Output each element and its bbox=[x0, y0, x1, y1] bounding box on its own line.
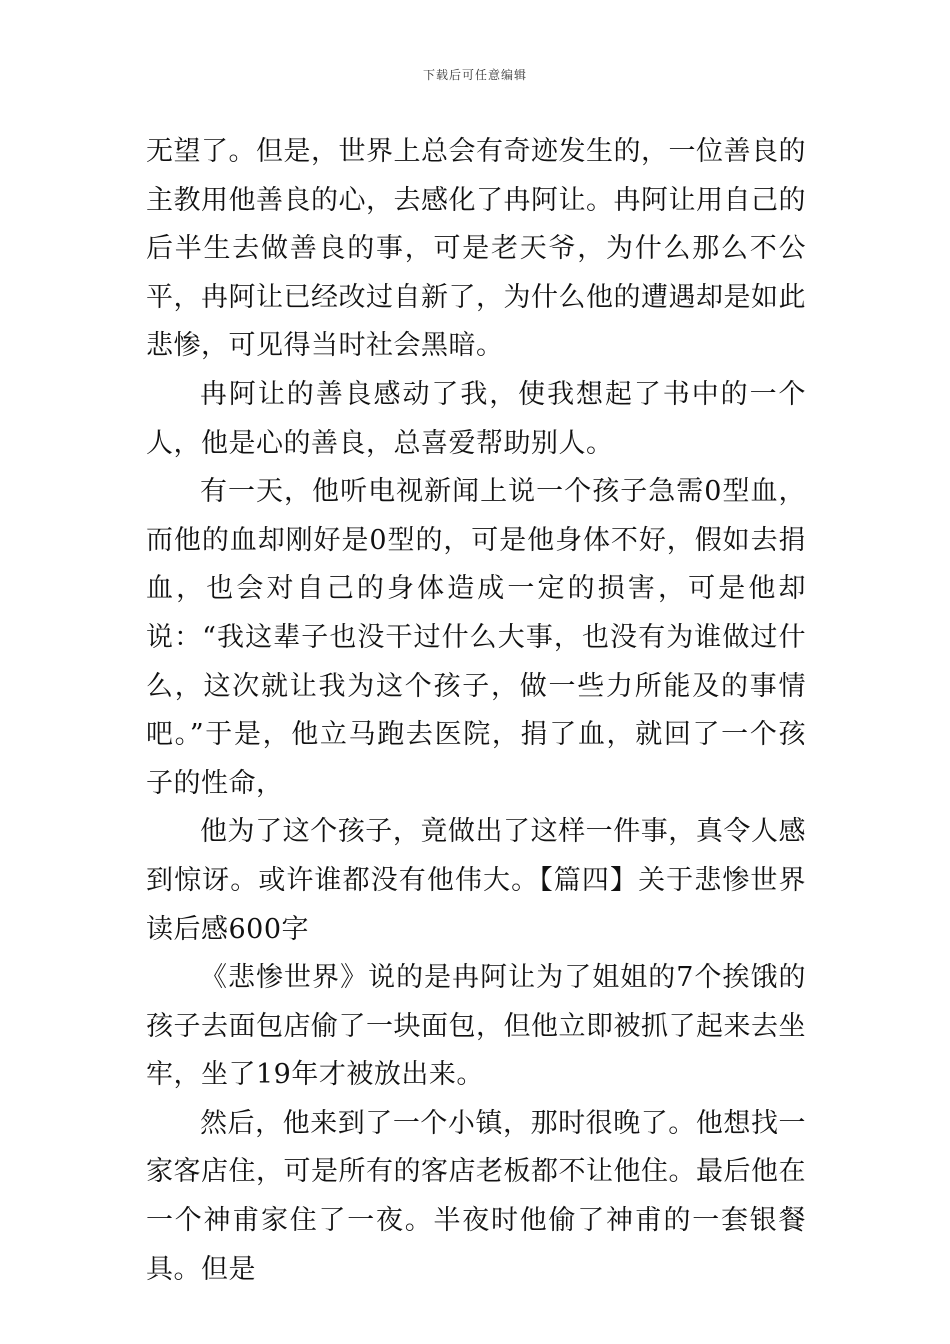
paragraph-3: 有一天，他听电视新闻上说一个孩子急需0型血，而他的血却刚好是0型的，可是他身体不好，假如去捐血，也会对自己的身体造成一定的损害，可是他却说：“我这辈子也没干过什么大事，也没有为谁做过什么，这次就让我为这个孩子，做一些力所能及的事情吧。”于是，他立马跑去医院，捐了血，就回了一个孩子的性命， bbox=[146, 476, 806, 799]
paragraph-4: 他为了这个孩子，竟做出了这样一件事，真令人感到惊讶。或许谁都没有他伟大。【篇四】关于悲惨世界读后感600字 bbox=[146, 816, 806, 945]
paragraph-2: 冉阿让的善良感动了我，使我想起了书中的一个人，他是心的善良，总喜爱帮助别人。 bbox=[146, 378, 806, 459]
paragraph-1: 无望了。但是，世界上总会有奇迹发生的，一位善良的主教用他善良的心，去感化了冉阿让。冉阿让用自己的后半生去做善良的事，可是老天爷，为什么那么不公平，冉阿让已经改过自新了，为什么他的遭遇却是如此悲惨，可见得当时社会黑暗。 bbox=[146, 136, 806, 362]
document-body bbox=[146, 128, 806, 1294]
paragraph-5: 《悲惨世界》说的是冉阿让为了姐姐的7个挨饿的孩子去面包店偷了一块面包，但他立即被抓了起来去坐牢，坐了19年才被放出来。 bbox=[146, 962, 806, 1091]
paragraph-6: 然后，他来到了一个小镇，那时很晚了。他想找一家客店住，可是所有的客店老板都不让他住。最后他在一个神甫家住了一夜。半夜时他偷了神甫的一套银餐具。但是 bbox=[146, 1107, 806, 1285]
page-header: 下载后可任意编辑 bbox=[422, 68, 527, 82]
